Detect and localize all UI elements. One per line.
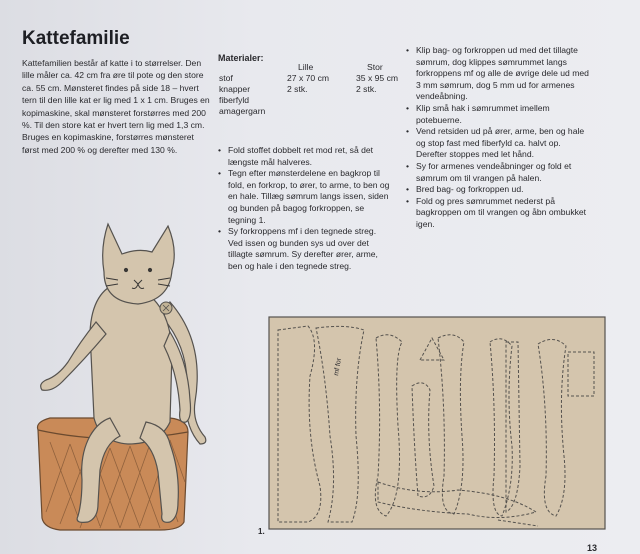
material-large: 2 stk.	[356, 84, 377, 94]
material-small	[284, 106, 353, 117]
cat-on-basket-illustration	[20, 222, 225, 532]
instructions-column-2	[406, 45, 592, 231]
materials-table	[216, 62, 401, 117]
pattern-mf-label: mf for	[333, 357, 344, 377]
instruction-step: • Tegn efter mønsterdelene en bagkrop til fold, en forkrop, to ører, to arme, to ben og en hale. Tillæg sømrum langs issen, siden og bunden på bagog forkroppen, se tegning 1.	[218, 168, 393, 226]
material-item: amagergarn	[219, 106, 266, 116]
button-icon	[160, 302, 172, 314]
material-item: stof	[219, 73, 233, 83]
materials-row	[216, 106, 401, 117]
instructions-column-1	[218, 145, 393, 273]
instruction-step: • Vend retsiden ud på ører, arme, ben og hale og stop fast med fiberfyld ca. halvt op. Derefter stoppes med let hånd.	[406, 126, 592, 161]
col-large-header: Stor	[367, 62, 383, 72]
instruction-step: • Sy for armenes vendeåbninger og fold et sømrum om til vrangen på halen.	[406, 161, 592, 184]
instruction-step: • Klip små hak i sømrummet imellem potebuerne.	[406, 103, 592, 126]
materials-row	[216, 84, 401, 95]
materials-row	[216, 95, 401, 106]
materials-row	[216, 73, 401, 84]
material-large: 35 x 95 cm	[356, 73, 399, 83]
page-number: 13	[587, 543, 598, 553]
fabric-rectangle	[269, 317, 605, 529]
materials-header-row	[216, 62, 401, 73]
material-small: 27 x 70 cm	[287, 73, 330, 83]
col-small-header: Lille	[298, 62, 314, 72]
material-large	[353, 106, 401, 117]
page-title: Kattefamilie	[22, 28, 130, 49]
figure-number: 1.	[258, 527, 265, 536]
material-large	[353, 95, 401, 106]
instruction-step: • Sy forkroppens mf i den tegnede streg. Ved issen og bunden sys ud over det tillagte sømrum. Sy derefter ører, arme, ben og hale i den tegnede streg.	[218, 226, 393, 272]
material-small	[284, 95, 353, 106]
instruction-step: • Fold og pres sømrummet nederst på bagkroppen om til vrangen og åbn ombukket igen.	[406, 196, 592, 231]
sewing-pattern-diagram	[268, 316, 608, 532]
material-item: fiberfyld	[219, 95, 250, 105]
instruction-step: • Fold stoffet dobbelt ret mod ret, så det længste mål halveres.	[218, 145, 393, 168]
instruction-step: • Bred bag- og forkroppen ud.	[406, 184, 592, 196]
material-item: knapper	[219, 84, 251, 94]
instruction-step: • Klip bag- og forkroppen ud med det tillagte sømrum, dog klippes sømrummet langs forkroppens mf og alle de øvrige dele ud med 3 mm sømrum, dog 5 mm ud for armenes vendeåbning.	[406, 45, 592, 103]
materials-heading: Materialer:	[218, 53, 264, 63]
material-small: 2 stk.	[287, 84, 308, 94]
intro-paragraph: Kattefamilien består af katte i to størrelser. Den lille måler ca. 42 cm fra øre til pote og den store ca. 55 cm. Mønsteret findes på side 18 – hvert tern til den lille kat er lig med 1 x 1 cm. Bruges en kopimaskine, skal mønsteret forstørres med 200 %. Til den store kat er hvert tern lig med 1,3 cm. Bruges en kopimaskine, forstørres mønsteret først med 200 % og derefter med 130 %.	[22, 58, 210, 155]
